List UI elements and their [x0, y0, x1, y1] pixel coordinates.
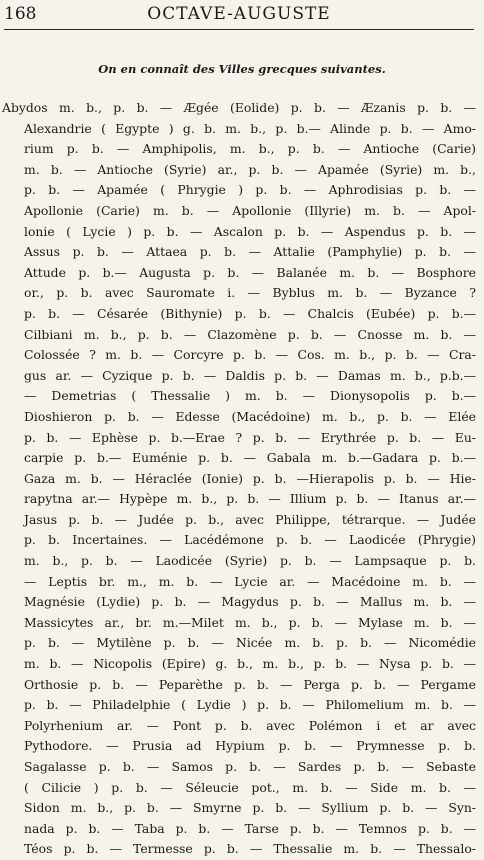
- body-text: [2, 98, 476, 860]
- text-line: Massicytes ar., br. m.—Milet m. b., p. b. — Mylase m. b. —: [24, 614, 476, 630]
- text-line: Polyrhenium ar. — Pont p. b. avec Polémon i et ar avec: [24, 717, 476, 733]
- text-line: Gaza m. b. — Héraclée (Ionie) p. b. —Hierapolis p. b. — Hie-: [24, 470, 476, 486]
- text-line: Assus p. b. — Attaea p. b. — Attalie (Pamphylie) p. b. —: [24, 244, 476, 260]
- text-line: gus ar. — Cyzique p. b. — Daldis p. b. — Damas m. b., p.b.—: [24, 367, 476, 383]
- text-line: — Leptis br. m., m. b. — Lycie ar. — Macédoine m. b. —: [24, 573, 476, 589]
- text-line: Sidon m. b., p. b. — Smyrne p. b. — Syllium p. b. — Syn-: [24, 800, 476, 816]
- text-line: Abydos m. b., p. b. — Ægée (Eolide) p. b. — Æzanis p. b. —: [2, 100, 476, 115]
- section-heading: On en connaît des Villes grecques suivantes.: [98, 62, 386, 76]
- text-line: lonie ( Lycie ) p. b. — Ascalon p. b. — Aspendus p. b. —: [24, 223, 476, 239]
- text-line: rium p. b. — Amphipolis, m. b., p. b. — Antioche (Carie): [24, 141, 476, 157]
- text-line: — Demetrias ( Thessalie ) m. b. — Dionysopolis p. b.—: [24, 388, 476, 404]
- text-line: Apollonie (Carie) m. b. — Apollonie (Illyrie) m. b. — Apol-: [24, 202, 476, 218]
- text-line: carpie p. b.— Euménie p. b. — Gabala m. b.—Gadara p. b.—: [24, 450, 476, 466]
- text-line: Cilbiani m. b., p. b. — Clazomène p. b. — Cnosse m. b. —: [24, 326, 476, 342]
- text-line: p. b. — Ephèse p. b.—Erae ? p. b. — Erythrée p. b. — Eu-: [24, 429, 476, 445]
- text-line: p. b. — Philadelphie ( Lydie ) p. b. — Philomelium m. b. —: [24, 697, 476, 713]
- text-line: nada p. b. — Taba p. b. — Tarse p. b. — Temnos p. b. —: [24, 820, 476, 836]
- text-line: Jasus p. b. — Judée p. b., avec Philippe, tétrarque. — Judée: [24, 511, 476, 527]
- text-line: p. b. — Césarée (Bithynie) p. b. — Chalcis (Eubée) p. b.—: [24, 305, 476, 321]
- page-header: [4, 4, 474, 28]
- text-line: p. b. — Mytilène p. b. — Nicée m. b. p. b. — Nicomédie: [24, 635, 476, 651]
- text-line: Sagalasse p. b. — Samos p. b. — Sardes p. b. — Sebaste: [24, 759, 476, 774]
- text-line: m. b. — Nicopolis (Epire) g. b., m. b., p. b. — Nysa p. b. —: [24, 656, 476, 672]
- text-line: Orthosie p. b. — Peparèthe p. b. — Perga p. b. — Pergame: [24, 676, 476, 692]
- text-line: Téos p. b. — Termesse p. b. — Thessalie m. b. — Thessalo-: [24, 841, 476, 857]
- text-line: Pythodore. — Prusia ad Hypium p. b. — Prymnesse p. b.: [24, 738, 476, 754]
- text-line: Dioshieron p. b. — Edesse (Macédoine) m. b., p. b. — Elée: [24, 408, 476, 424]
- page-number: 168: [4, 4, 37, 24]
- text-line: m. b. — Antioche (Syrie) ar., p. b. — Apamée (Syrie) m. b.,: [24, 161, 476, 177]
- text-line: or., p. b. avec Sauromate i. — Byblus m. b. — Byzance ?: [24, 285, 476, 301]
- text-line: Magnésie (Lydie) p. b. — Magydus p. b. — Mallus m. b. —: [24, 594, 476, 610]
- text-line: p. b. — Apamée ( Phrygie ) p. b. — Aphrodisias p. b. —: [24, 182, 476, 198]
- running-title: OCTAVE-AUGUSTE: [147, 4, 331, 24]
- text-line: m. b., p. b. — Laodicée (Syrie) p. b. — Lampsaque p. b.: [24, 553, 476, 569]
- text-line: ( Cilicie ) p. b. — Séleucie pot., m. b. — Side m. b. —: [24, 779, 476, 795]
- text-line: Alexandrie ( Egypte ) g. b. m. b., p. b.— Alinde p. b. — Amo-: [24, 120, 476, 136]
- text-line: Colossée ? m. b. — Corcyre p. b. — Cos. m. b., p. b. — Cra-: [24, 347, 476, 363]
- text-line: rapytna ar.— Hypèpe m. b., p. b. — Illium p. b. — Itanus ar.—: [24, 491, 476, 507]
- text-line: Attude p. b.— Augusta p. b. — Balanée m. b. — Bosphore: [24, 264, 476, 280]
- header-rule: [4, 29, 474, 30]
- text-line: p. b. Incertaines. — Lacédémone p. b. — Laodicée (Phrygie): [24, 532, 476, 548]
